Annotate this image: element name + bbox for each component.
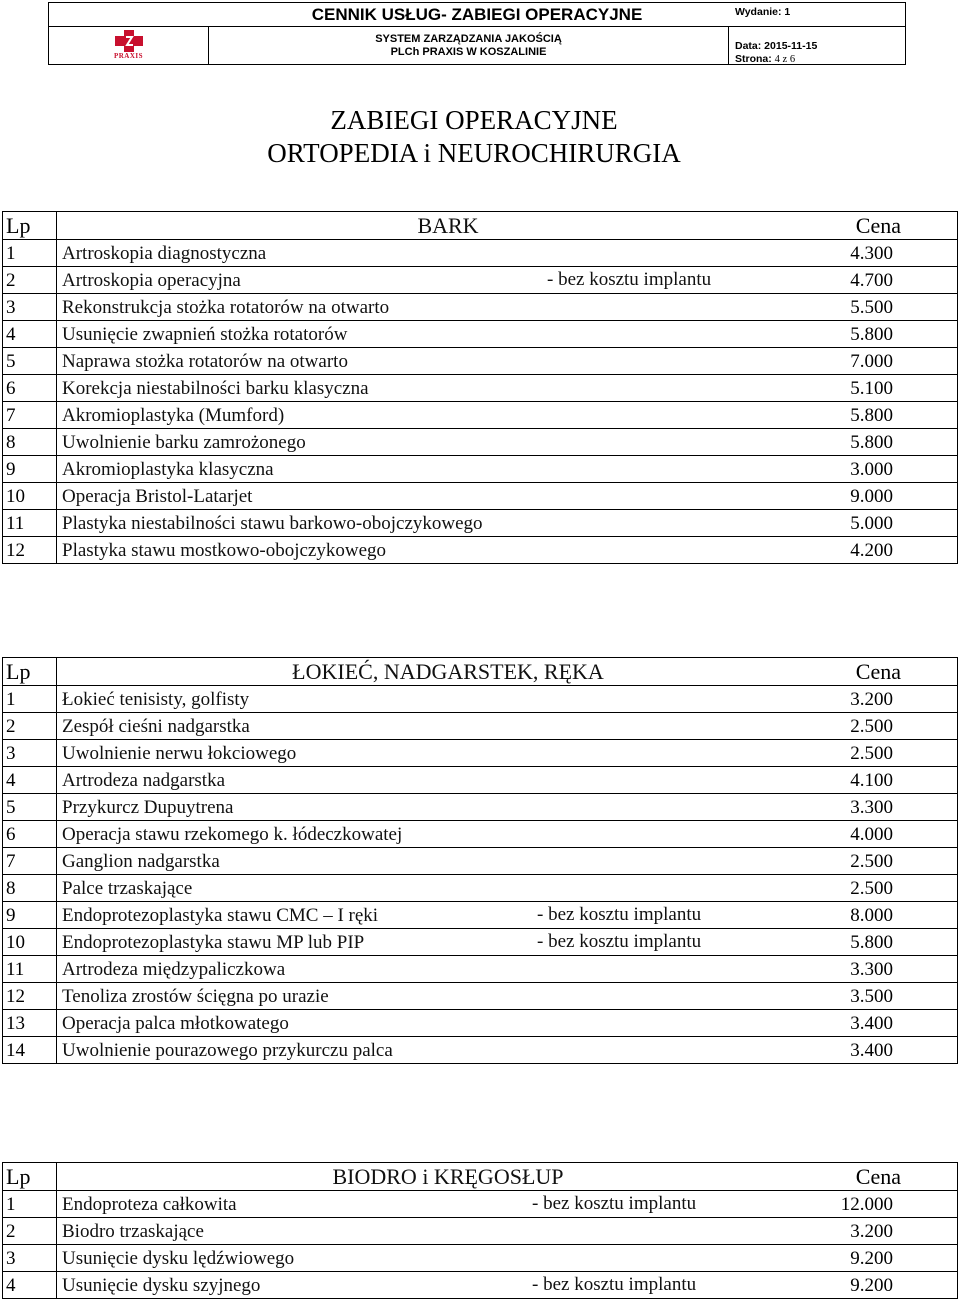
procedure-price: 2.500 — [839, 713, 958, 740]
table-row — [3, 686, 958, 713]
row-number: 3 — [3, 740, 57, 767]
procedure-name — [57, 740, 840, 767]
section-title: BIODRO i KRĘGOSŁUP — [57, 1163, 840, 1191]
procedure-label: Endoproteza całkowita — [62, 1193, 237, 1215]
procedure-price: 3.500 — [839, 983, 958, 1010]
table-row — [3, 510, 958, 537]
row-number: 9 — [3, 456, 57, 483]
procedure-label: Korekcja niestabilności barku klasyczna — [62, 377, 369, 399]
table-row — [3, 1218, 958, 1245]
procedure-name — [57, 402, 840, 429]
procedure-price: 4.100 — [839, 767, 958, 794]
company-label: PLCh PRAXIS W KOSZALINIE — [390, 46, 547, 58]
procedure-price: 7.000 — [839, 348, 958, 375]
row-number: 2 — [3, 713, 57, 740]
row-number: 12 — [3, 537, 57, 564]
procedure-name — [57, 348, 840, 375]
procedure-name — [57, 375, 840, 402]
table-header-row — [3, 1163, 958, 1191]
procedure-name — [57, 848, 840, 875]
row-number: 11 — [3, 510, 57, 537]
table-row — [3, 1037, 958, 1064]
table-row — [3, 375, 958, 402]
procedure-name — [57, 294, 840, 321]
procedure-price: 5.800 — [839, 429, 958, 456]
row-number: 4 — [3, 767, 57, 794]
procedure-label: Usunięcie dysku lędźwiowego — [62, 1247, 295, 1269]
page-value: 4 z 6 — [774, 54, 796, 65]
table-row — [3, 713, 958, 740]
table-row — [3, 348, 958, 375]
procedure-label: Artrodeza nadgarstka — [62, 769, 226, 791]
table-row — [3, 267, 958, 294]
procedure-label: Plastyka stawu mostkowo-obojczykowego — [62, 539, 387, 561]
procedure-label: Zespół cieśni nadgarstka — [62, 715, 250, 737]
price-table — [2, 657, 958, 1064]
price-header: Cena — [839, 658, 958, 686]
procedure-name — [57, 1272, 840, 1299]
procedure-name — [57, 713, 840, 740]
page-number — [735, 53, 795, 65]
procedure-name — [57, 510, 840, 537]
procedure-price: 8.000 — [839, 902, 958, 929]
procedure-price: 5.800 — [839, 402, 958, 429]
header-center — [209, 26, 729, 65]
lp-header: Lp — [3, 1163, 57, 1191]
lp-header: Lp — [3, 658, 57, 686]
procedure-label: Rekonstrukcja stożka rotatorów na otwarto — [62, 296, 390, 318]
price-header: Cena — [839, 212, 958, 240]
row-number: 7 — [3, 402, 57, 429]
procedure-name — [57, 483, 840, 510]
table-row — [3, 1191, 958, 1218]
procedure-name — [57, 821, 840, 848]
implant-note: - bez kosztu implantu — [537, 904, 702, 925]
procedure-name — [57, 902, 840, 929]
procedure-price: 4.000 — [839, 821, 958, 848]
row-number: 3 — [3, 294, 57, 321]
table-row — [3, 821, 958, 848]
row-number: 3 — [3, 1245, 57, 1272]
procedure-label: Artroskopia diagnostyczna — [62, 242, 267, 264]
price-table — [2, 1162, 958, 1299]
lp-header: Lp — [3, 212, 57, 240]
row-number: 1 — [3, 686, 57, 713]
document-header — [48, 2, 906, 65]
procedure-label: Plastyka niestabilności stawu barkowo-obojczykowego — [62, 512, 483, 534]
procedure-price: 3.300 — [839, 956, 958, 983]
row-number: 8 — [3, 875, 57, 902]
table-row — [3, 902, 958, 929]
table-row — [3, 929, 958, 956]
table-row — [3, 537, 958, 564]
procedure-name — [57, 321, 840, 348]
date: Data: 2015-11-15 — [735, 40, 818, 52]
row-number: 2 — [3, 1218, 57, 1245]
row-number: 10 — [3, 483, 57, 510]
section-title: BARK — [57, 212, 840, 240]
procedure-label: Ganglion nadgarstka — [62, 850, 220, 872]
procedure-price: 5.800 — [839, 321, 958, 348]
table-row — [3, 983, 958, 1010]
procedure-label: Operacja Bristol-Latarjet — [62, 485, 253, 507]
price-table — [2, 211, 958, 564]
procedure-name — [57, 929, 840, 956]
procedure-label: Naprawa stożka rotatorów na otwarto — [62, 350, 348, 372]
procedure-label: Akromioplastyka (Mumford) — [62, 404, 285, 426]
procedure-price: 3.400 — [839, 1010, 958, 1037]
procedure-price: 9.200 — [839, 1245, 958, 1272]
table-row — [3, 956, 958, 983]
procedure-name — [57, 1218, 840, 1245]
edition: Wydanie: 1 — [735, 6, 791, 18]
procedure-price: 3.200 — [839, 686, 958, 713]
procedure-price: 9.200 — [839, 1272, 958, 1299]
table-row — [3, 794, 958, 821]
implant-note: - bez kosztu implantu — [532, 1193, 697, 1214]
row-number: 6 — [3, 375, 57, 402]
row-number: 2 — [3, 267, 57, 294]
row-number: 5 — [3, 794, 57, 821]
procedure-price: 4.700 — [839, 267, 958, 294]
table-row — [3, 294, 958, 321]
procedure-name — [57, 875, 840, 902]
procedure-name — [57, 456, 840, 483]
table-row — [3, 740, 958, 767]
procedure-label: Tenoliza zrostów ścięgna po urazie — [62, 985, 329, 1007]
row-number: 8 — [3, 429, 57, 456]
system-label: SYSTEM ZARZĄDZANIA JAKOŚCIĄ — [375, 33, 562, 45]
procedure-label: Akromioplastyka klasyczna — [62, 458, 274, 480]
procedure-name — [57, 686, 840, 713]
procedure-label: Artrodeza międzypaliczkowa — [62, 958, 286, 980]
procedure-price: 3.300 — [839, 794, 958, 821]
procedure-label: Łokieć tenisisty, golfisty — [62, 688, 250, 710]
procedure-label: Endoprotezoplastyka stawu CMC – I ręki — [62, 904, 379, 926]
procedure-label: Uwolnienie nerwu łokciowego — [62, 742, 297, 764]
procedure-label: Biodro trzaskające — [62, 1220, 204, 1242]
logo-text: PRAXIS — [113, 52, 144, 60]
procedure-price: 3.000 — [839, 456, 958, 483]
table-header-row — [3, 212, 958, 240]
row-number: 9 — [3, 902, 57, 929]
procedure-price: 5.100 — [839, 375, 958, 402]
table-row — [3, 1245, 958, 1272]
procedure-name — [57, 1191, 840, 1218]
procedure-price: 12.000 — [839, 1191, 958, 1218]
procedure-label: Usunięcie dysku szyjnego — [62, 1274, 261, 1296]
procedure-label: Palce trzaskające — [62, 877, 193, 899]
page-label: Strona: — [735, 53, 772, 65]
page-subtitle: ORTOPEDIA i NEUROCHIRURGIA — [267, 138, 681, 168]
row-number: 11 — [3, 956, 57, 983]
procedure-label: Operacja stawu rzekomego k. łódeczkowatej — [62, 823, 403, 845]
price-header: Cena — [839, 1163, 958, 1191]
table-row — [3, 848, 958, 875]
table-row — [3, 456, 958, 483]
procedure-price: 2.500 — [839, 848, 958, 875]
procedure-label: Przykurcz Dupuytrena — [62, 796, 234, 818]
row-number: 4 — [3, 321, 57, 348]
procedure-price: 2.500 — [839, 875, 958, 902]
table-row — [3, 1010, 958, 1037]
section-title: ŁOKIEĆ, NADGARSTEK, RĘKA — [57, 658, 840, 686]
row-number: 1 — [3, 1191, 57, 1218]
procedure-label: Uwolnienie pourazowego przykurczu palca — [62, 1039, 393, 1061]
header-meta — [729, 6, 905, 65]
procedure-name — [57, 794, 840, 821]
procedure-name — [57, 267, 840, 294]
procedure-label: Artroskopia operacyjna — [62, 269, 241, 291]
table-row — [3, 767, 958, 794]
table-header-row — [3, 658, 958, 686]
row-number: 1 — [3, 240, 57, 267]
procedure-price: 3.400 — [839, 1037, 958, 1064]
procedure-label: Usunięcie zwapnień stożka rotatorów — [62, 323, 348, 345]
praxis-logo-icon — [115, 30, 143, 52]
procedure-name — [57, 767, 840, 794]
procedure-price: 5.000 — [839, 510, 958, 537]
procedure-name — [57, 537, 840, 564]
procedure-price: 4.200 — [839, 537, 958, 564]
procedure-label: Endoprotezoplastyka stawu MP lub PIP — [62, 931, 365, 953]
row-number: 7 — [3, 848, 57, 875]
procedure-price: 9.000 — [839, 483, 958, 510]
procedure-label: Uwolnienie barku zamrożonego — [62, 431, 306, 453]
row-number: 4 — [3, 1272, 57, 1299]
procedure-label: Operacja palca młotkowatego — [62, 1012, 289, 1034]
procedure-price: 3.200 — [839, 1218, 958, 1245]
row-number: 5 — [3, 348, 57, 375]
procedure-name — [57, 240, 840, 267]
implant-note: - bez kosztu implantu — [547, 269, 712, 290]
procedure-price: 5.800 — [839, 929, 958, 956]
row-number: 10 — [3, 929, 57, 956]
row-number: 6 — [3, 821, 57, 848]
table-row — [3, 1272, 958, 1299]
page-title: ZABIEGI OPERACYJNE — [330, 105, 618, 135]
header-title: CENNIK USŁUG- ZABIEGI OPERACYJNE — [49, 3, 905, 27]
procedure-name — [57, 1010, 840, 1037]
praxis-logo — [49, 26, 209, 65]
procedure-name — [57, 983, 840, 1010]
procedure-name — [57, 429, 840, 456]
procedure-price: 4.300 — [839, 240, 958, 267]
procedure-price: 5.500 — [839, 294, 958, 321]
procedure-price: 2.500 — [839, 740, 958, 767]
table-row — [3, 429, 958, 456]
table-row — [3, 321, 958, 348]
row-number: 12 — [3, 983, 57, 1010]
procedure-name — [57, 1245, 840, 1272]
procedure-name — [57, 1037, 840, 1064]
table-row — [3, 402, 958, 429]
row-number: 13 — [3, 1010, 57, 1037]
implant-note: - bez kosztu implantu — [537, 931, 702, 952]
table-row — [3, 875, 958, 902]
row-number: 14 — [3, 1037, 57, 1064]
implant-note: - bez kosztu implantu — [532, 1274, 697, 1295]
table-row — [3, 240, 958, 267]
table-row — [3, 483, 958, 510]
procedure-name — [57, 956, 840, 983]
